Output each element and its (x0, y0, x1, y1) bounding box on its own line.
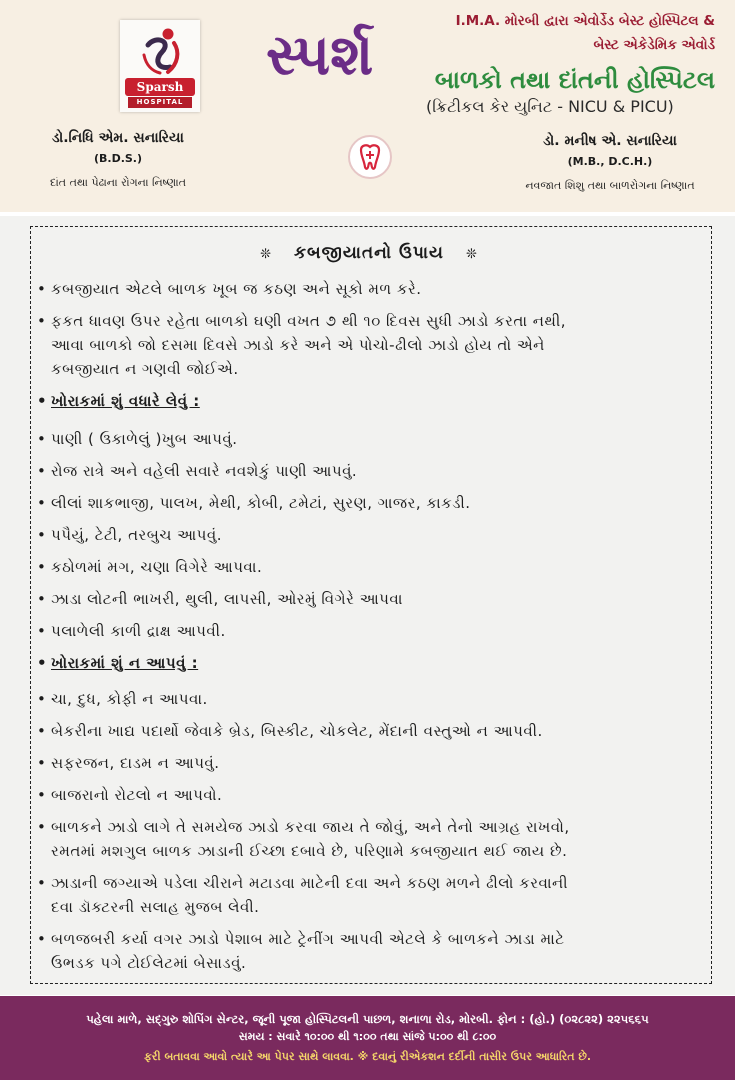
award-line-1: I.M.A. મોરબી દ્વારા એવોર્ડેડ બેસ્ટ હોસ્પિટલ & (455, 13, 715, 29)
logo-subtitle: HOSPITAL (128, 97, 192, 108)
bullet-icon: • (37, 874, 47, 892)
list-item-text: બાળકને ઝાડો લાગે તે સમયેજ ઝાડો કરવા જાય તે જોવું, અને તેનો આગ્રહ રાખવો, (51, 818, 570, 836)
section-heading-text: ખોરાકમાં શું વધારે લેવું : (51, 392, 200, 410)
bullet-icon: • (37, 558, 47, 576)
sparsh-figure-logo-icon (130, 25, 190, 77)
list-item-text: ઝાડાની જગ્યાએ પડેલા ચીરાને મટાડવા માટેની દવા અને કઠણ મળને ઢીલો કરવાની (51, 874, 568, 892)
list-item-text: બાજરાનો રોટલો ન આપવો. (51, 786, 223, 804)
bullet-icon: • (37, 280, 47, 298)
list-item-text: પપૈયું, ટેટી, તરબુચ આપવું. (51, 526, 223, 544)
footer-timing: સમય : સવારે ૧૦:૦૦ થી ૧:૦૦ તથા સાંજે ૫:૦૦ થી ૮:૦૦ (238, 1030, 497, 1043)
doctor-left (18, 127, 218, 194)
bullet-icon: • (37, 722, 47, 740)
list-item (37, 871, 701, 919)
bullet-icon: • (37, 430, 47, 448)
bullet-icon: • (37, 754, 47, 772)
hospital-logo (120, 20, 200, 112)
advice-title-text: કબજીયાતનો ઉપાય (294, 243, 444, 263)
bullet-icon: • (37, 494, 47, 512)
list-item-text: કઠોળમાં મગ, ચણા વિગેરે આપવા. (51, 558, 263, 576)
advice-box (30, 226, 712, 984)
list-item (37, 927, 701, 975)
list-item (37, 309, 701, 381)
list-item-text: બળજબરી કર્યા વગર ઝાડો પેશાબ માટે ટ્રેનીંગ આપવી એટલે કે બાળકને ઝાડા માટે (51, 930, 565, 948)
logo-name: Sparsh (125, 78, 195, 96)
list-item (37, 459, 701, 483)
list-item-text: બેકરીના ખાદ્ય પદાર્થો જેવાકે બ્રેડ, બિસ્કીટ, ચોકલેટ, મેંદાની વસ્તુઓ ન આપવી. (51, 722, 543, 740)
list-item (37, 619, 701, 643)
list-item-text: કબજીયાત એટલે બાળક ખૂબ જ કઠણ અને સૂકો મળ કરે. (51, 280, 422, 298)
list-item-text: કબજીયાત ન ગણવી જોઈએ. (51, 360, 239, 378)
list-item (37, 277, 701, 301)
critical-care-unit: (ક્રિટીકલ કેર યુનિટ - NICU & PICU) (426, 97, 674, 116)
bullet-icon: • (37, 622, 47, 640)
bullet-icon: • (37, 392, 48, 410)
list-item-text: ઝાડા લોટની ભાખરી, થુલી, લાપસી, ઓરમું વિગેરે આપવા (51, 590, 403, 608)
bullet-icon: • (37, 690, 47, 708)
list-item (37, 523, 701, 547)
advice-sheet (0, 216, 735, 995)
list-item (37, 427, 701, 451)
doctor-right-name: ડો. મનીષ એ. સનારિયા (543, 133, 677, 149)
list-item-text: ચા, દુધ, કોફી ન આપવા. (51, 690, 208, 708)
doctor-right-degree: (M.B., D.C.H.) (567, 155, 653, 168)
bullet-icon: • (37, 312, 47, 330)
doctor-left-degree: (B.D.S.) (93, 152, 143, 165)
letterhead-header (0, 0, 735, 212)
list-item-text: ઉભડક પગે ટોઈલેટમાં બેસાડવું. (51, 954, 247, 972)
doctor-right (510, 130, 710, 197)
tooth-cross-icon (347, 134, 393, 180)
bullet-icon: • (37, 786, 47, 804)
doctor-right-specialty: નવજાત શિશુ તથા બાળરોગના નિષ્ણાત (525, 179, 695, 192)
footer-address: પહેલા માળે, સદ્ગુરુ શોપિંગ સેન્ટર, જૂની પૂજા હોસ્પિટલની પાછળ, શનાળા રોડ, મોરબી. ફોન : (હો.) (૦૨૮૨૨) ૨૨૫૬૬૫ (86, 1012, 649, 1026)
bullet-icon: • (37, 462, 47, 480)
list-item-text: સફરજન, દાડમ ન આપવું. (51, 754, 220, 772)
doctor-left-name: ડો.નિધિ એમ. સનારિયા (52, 130, 184, 146)
footer-note: ફરી બતાવવા આવો ત્યારે આ પેપર સાથે લાવવા. ※ દવાનું રીએકશન દર્દીની તાસીર ઉપર આધારિત છે. (143, 1050, 592, 1063)
section-heading (37, 389, 701, 413)
brand-name: સ્પર્શ (266, 22, 374, 88)
bullet-icon: • (37, 930, 47, 948)
list-item (37, 719, 701, 743)
bullet-icon: • (37, 526, 47, 544)
list-item-text: પલાળેલી કાળી દ્રાક્ષ આપવી. (51, 622, 226, 640)
ornament-icon: ❊ (260, 247, 272, 262)
list-item-text: દવા ડૉક્ટરની સલાહ મુજબ લેવી. (51, 898, 260, 916)
list-item (37, 491, 701, 515)
bullet-icon: • (37, 590, 47, 608)
list-item (37, 555, 701, 579)
list-item-text: લીલાં શાકભાજી, પાલખ, મેથી, કોબી, ટમેટાં, સુરણ, ગાજર, કાકડી. (51, 494, 471, 512)
list-item-text: રોજ રાત્રે અને વહેલી સવારે નવશેકું પાણી આપવું. (51, 462, 358, 480)
list-item (37, 783, 701, 807)
letterhead-footer (0, 996, 735, 1080)
list-item (37, 587, 701, 611)
ornament-icon: ❊ (465, 247, 478, 262)
list-item (37, 687, 701, 711)
list-item-text: પાણી ( ઉકાળેલું )ખુબ આપવું. (51, 430, 238, 448)
section-heading (37, 651, 701, 675)
list-item (37, 751, 701, 775)
list-item (37, 815, 701, 863)
list-item-text: રમતમાં મશગુલ બાળક ઝાડાની ઈચ્છા દબાવે છે, પરિણામે કબજીયાત થઈ જાય છે. (51, 842, 568, 860)
advice-title (37, 241, 701, 267)
list-item-text: આવા બાળકો જો દસમા દિવસે ઝાડો કરે અને એ પોચો-ઢીલો ઝાડો હોય તો એને (51, 336, 545, 354)
list-item-text: ફકત ધાવણ ઉપર રહેતા બાળકો ઘણી વખત ૭ થી ૧૦ દિવસ સુધી ઝાડો કરતા નથી, (51, 312, 566, 330)
bullet-icon: • (37, 818, 47, 836)
bullet-icon: • (37, 654, 48, 672)
award-line-2: બેસ્ટ એકેડેમિક એવોર્ડ (593, 37, 715, 53)
section-heading-text: ખોરાકમાં શું ન આપવું : (51, 654, 199, 672)
hospital-tagline: બાળકો તથા દાંતની હોસ્પિટલ (434, 66, 715, 94)
doctor-left-specialty: દાંત તથા પેઢાના રોગના નિષ્ણાત (49, 176, 187, 189)
